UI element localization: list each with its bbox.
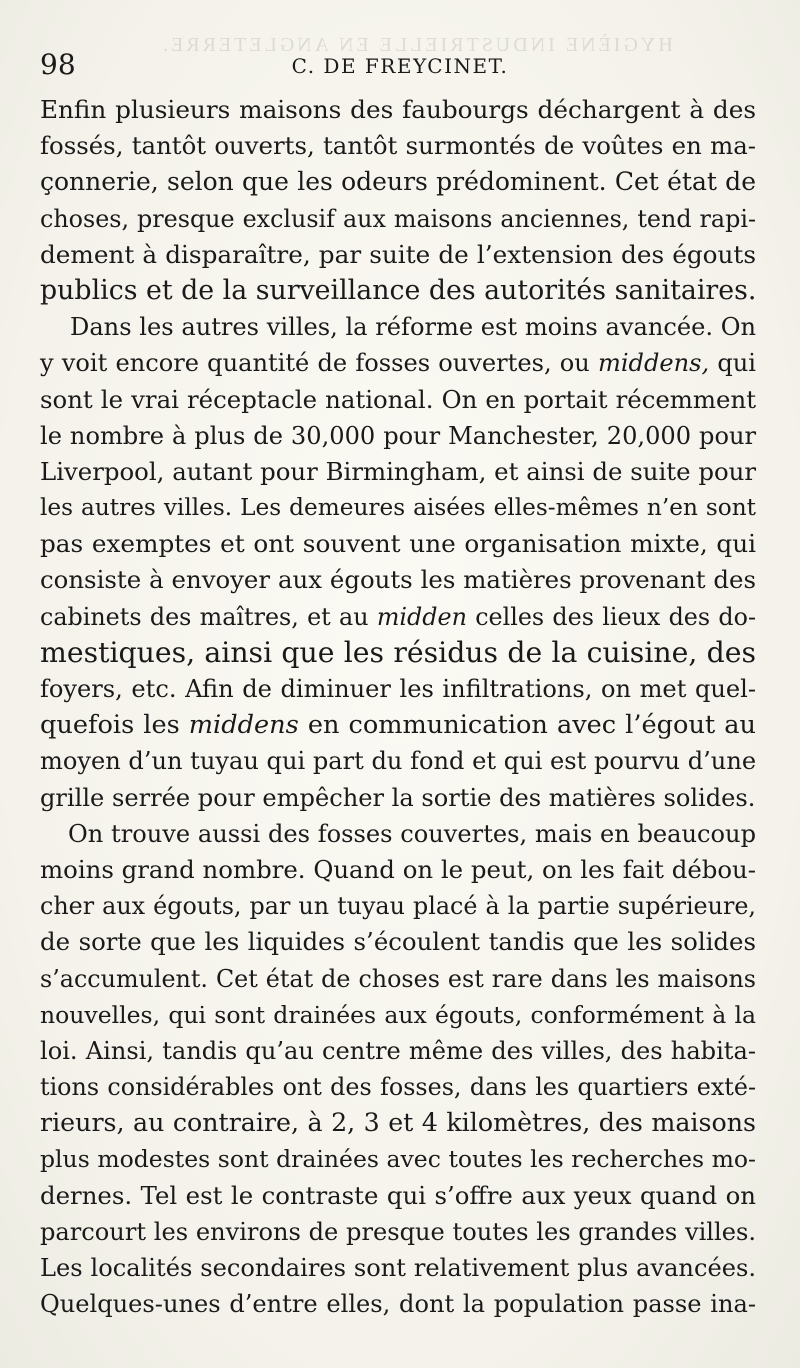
text-line: çonnerie, selon que les odeurs prédominent. Cet état de xyxy=(40,167,756,197)
text-line: s’accumulent. Cet état de choses est rare dans les maisons xyxy=(40,964,756,993)
text-line: plus modestes sont drainées avec toutes les recherches mo- xyxy=(40,1145,756,1174)
text-line: mestiques, ainsi que les résidus de la cuisine, des xyxy=(40,635,756,669)
text-span: qui xyxy=(709,349,756,378)
text-line xyxy=(40,345,756,381)
text-line xyxy=(40,599,756,635)
text-line: loi. Ainsi, tandis qu’au centre même des villes, des habita- xyxy=(40,1036,756,1065)
text-line: nouvelles, qui sont drainées aux égouts, conformément à la xyxy=(40,1000,756,1029)
text-line: tions considérables ont des fosses, dans les quartiers exté- xyxy=(40,1073,756,1102)
text-line: publics et de la surveillance des autorités sanitaires. xyxy=(40,274,757,306)
text-line: foyers, etc. Afin de diminuer les infiltrations, on met quel- xyxy=(40,675,756,703)
text-line: cher aux égouts, par un tuyau placé à la partie supérieure, xyxy=(40,892,756,921)
running-head: C. DE FREYCINET. xyxy=(291,54,509,78)
text-line: Dans les autres villes, la réforme est moins avancée. On xyxy=(70,313,756,342)
text-line: consiste à envoyer aux égouts les matières provenant des xyxy=(40,565,756,595)
text-line: moyen d’un tuyau qui part du fond et qui est pourvu d’une xyxy=(40,747,757,776)
text-line: On trouve aussi des fosses couvertes, mais en beaucoup xyxy=(68,819,756,848)
text-line: moins grand nombre. Quand on le peut, on les fait débou- xyxy=(40,854,756,884)
text-line: Liverpool, autant pour Birmingham, et ainsi de suite pour xyxy=(40,456,756,486)
text-line: grille serrée pour empêcher la sortie des matières solides. xyxy=(40,783,756,812)
text-line: dernes. Tel est le contraste qui s’offre aux yeux quand on xyxy=(40,1180,756,1210)
text-line: Les localités secondaires sont relativement plus avancées. xyxy=(40,1254,756,1282)
text-line: le nombre à plus de 30,000 pour Manchester, 20,000 pour xyxy=(40,421,756,450)
text-line: fossés, tantôt ouverts, tantôt surmontés de voûtes en ma- xyxy=(40,131,756,161)
text-span: celles des lieux des do- xyxy=(466,602,756,631)
text-line: Enfin plusieurs maisons des faubourgs déchargent à des xyxy=(40,95,756,124)
text-line: parcourt les environs de presque toutes les grandes villes. xyxy=(40,1217,756,1246)
page-number: 98 xyxy=(40,48,76,81)
text-line: de sorte que les liquides s’écoulent tandis que les solides xyxy=(40,927,756,957)
text-line: choses, presque exclusif aux maisons anciennes, tend rapi- xyxy=(40,204,756,233)
page-header xyxy=(40,48,760,82)
text-span: en communication avec l’égout au xyxy=(298,710,756,741)
emphasis-term: middens, xyxy=(597,349,710,378)
text-line: dement à disparaître, par suite de l’extension des égouts xyxy=(40,239,756,269)
text-line: pas exemptes et ont souvent une organisation mixte, qui xyxy=(40,529,756,559)
text-span: y voit encore quantité de fosses ouvertes, ou xyxy=(40,349,598,378)
text-span: cabinets des maîtres, et au xyxy=(40,602,377,631)
emphasis-term: midden xyxy=(376,602,467,631)
emphasis-term: middens xyxy=(188,710,299,741)
text-line: sont le vrai réceptacle national. On en portait récemment xyxy=(40,384,756,414)
body-text xyxy=(40,92,756,1322)
text-line: rieurs, au contraire, à 2, 3 et 4 kilomètres, des maisons xyxy=(40,1108,756,1138)
text-line: les autres villes. Les demeures aisées elles-mêmes n’en sont xyxy=(40,494,756,522)
text-line xyxy=(40,707,756,743)
bleed-through-text: HYGIÈNE INDUSTRIELLE EN ANGLETERRE. xyxy=(160,34,673,56)
text-line: Quelques-unes d’entre elles, dont la population passe ina- xyxy=(40,1290,756,1319)
text-span: quefois les xyxy=(40,710,189,741)
